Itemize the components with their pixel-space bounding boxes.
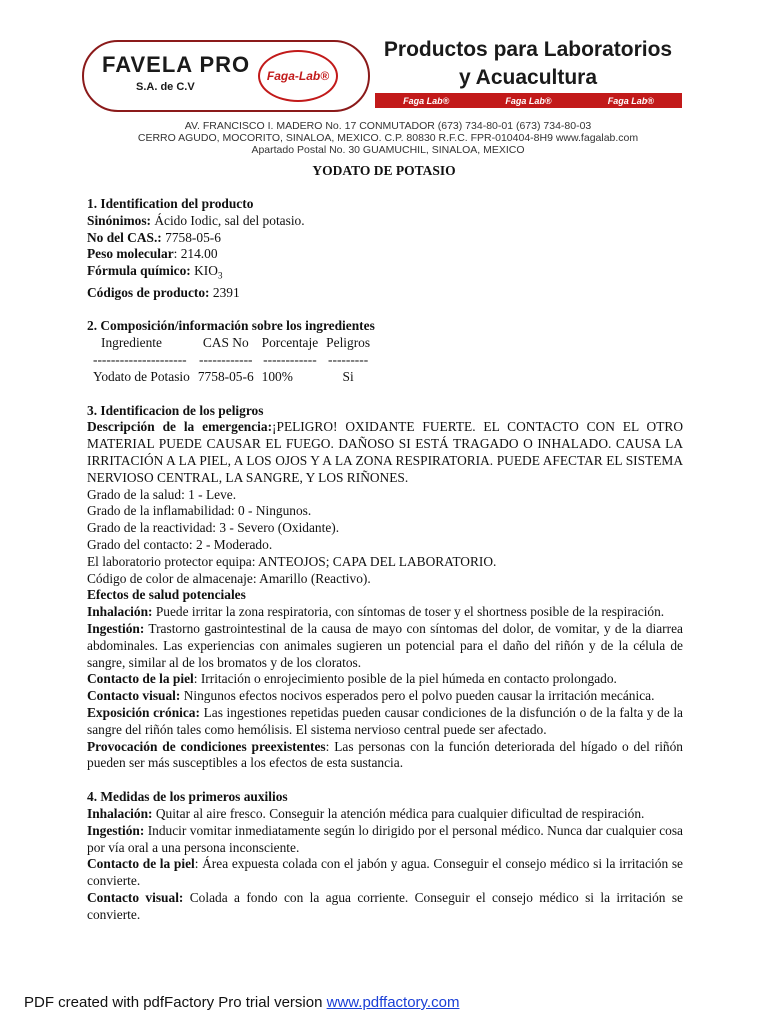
document-body	[87, 196, 683, 924]
field-label: Sinónimos:	[87, 212, 151, 228]
field-label: No del CAS.:	[87, 229, 162, 245]
field-label: Inhalación:	[87, 604, 153, 620]
field-value: KIO	[190, 263, 218, 279]
table-divider: ------------	[263, 352, 317, 368]
brand-name: FAVELA PRO	[102, 52, 251, 77]
table-cell: Yodato de Potasio	[93, 368, 190, 384]
field-label: Exposición crónica:	[87, 704, 200, 720]
company-address	[88, 120, 688, 156]
field-value: : Área expuesta colada con el jabón y agua. Conseguir el consejo médico si la irritación se convierte.	[87, 856, 683, 889]
table-header: Peligros	[326, 335, 371, 351]
faga-lab-text: Faga-Lab®	[266, 69, 330, 83]
field-label: Ingestión:	[87, 621, 145, 636]
hazard-line: Grado de la salud: 1 - Leve.	[87, 486, 237, 502]
field-label: Contacto de la piel	[87, 671, 194, 687]
address-line: Apartado Postal No. 30 GUAMUCHIL, SINALOA, MEXICO	[251, 144, 525, 156]
field-value: Quitar al aire fresco. Conseguir la atención médica para cualquier dificultad de respiración.	[152, 805, 645, 821]
field-value: 7758-05-6	[161, 229, 221, 245]
field-label: Contacto visual:	[87, 889, 184, 905]
formula-subscript: 3	[217, 270, 223, 281]
field-label: Peso molecular	[87, 246, 174, 262]
hazard-line: Grado del contacto: 2 - Moderado.	[87, 537, 273, 553]
faga-lab-logo	[258, 50, 338, 102]
pdf-footer	[24, 994, 459, 1011]
section-heading: 3. Identificacion de los peligros	[87, 402, 264, 418]
table-cell: 7758-05-6	[197, 368, 254, 384]
field-value: Trastorno gastrointestinal de la causa de mayo con síntomas del dolor, de vomitar, y de la diarrea abdominales. Las experiencias con animales sugieren un potencial para el daño del riñón y de la célula de sangre, similar al de los bromatos y de los cloratos.	[87, 621, 683, 670]
composition-table	[93, 335, 378, 385]
field-value: Ácido Iodic, sal del potasio.	[151, 212, 305, 228]
field-label: Inhalación:	[87, 805, 153, 821]
table-cell: Si	[342, 368, 354, 384]
document-title: YODATO DE POTASIO	[312, 163, 456, 178]
table-cell: 100%	[261, 368, 293, 384]
field-label: Contacto de la piel	[87, 856, 195, 872]
table-divider: ---------	[328, 352, 369, 368]
table-divider: ------------	[199, 352, 253, 368]
header-title-line1: Productos para Laboratorios	[383, 38, 673, 61]
table-header: Porcentaje	[261, 335, 319, 351]
field-value: Las ingestiones repetidas pueden causar condiciones de la disfunción o de la falta y de la sangre del riñón tales como hemólisis. El sistema nervioso central puede ser afectado.	[87, 704, 684, 737]
field-value: 2391	[209, 284, 240, 300]
table-header: Ingrediente	[101, 335, 162, 351]
footer-text: PDF created with pdfFactory Pro trial version	[24, 994, 327, 1011]
address-line: AV. FRANCISCO I. MADERO No. 17 CONMUTADOR (673) 734-80-01 (673) 734-80-03	[184, 120, 592, 132]
hazard-line: Grado de la inflamabilidad: 0 - Ningunos.	[87, 503, 312, 519]
field-label: Códigos de producto:	[87, 284, 210, 300]
field-label: Provocación de condiciones preexistentes	[87, 738, 326, 754]
brand-bar	[375, 93, 682, 108]
table-divider-row	[93, 352, 378, 369]
brand-subtitle: S.A. de C.V	[136, 81, 195, 93]
brand-bar-item: Faga Lab®	[505, 95, 552, 106]
header-title	[372, 36, 684, 92]
table-header-row	[93, 335, 378, 352]
table-header: CAS No	[202, 335, 249, 351]
section-heading: 2. Composición/información sobre los ingredientes	[87, 318, 375, 334]
field-value: Colada a fondo con la agua corriente. Conseguir el consejo médico si la irritación se convierte.	[87, 889, 683, 922]
field-value: Ningunos efectos nocivos esperados pero el polvo pueden causar la irritación mecánica.	[180, 688, 655, 704]
table-row	[93, 369, 378, 386]
section-heading: 4. Medidas de los primeros auxilios	[87, 789, 288, 805]
field-value: : 214.00	[173, 246, 218, 262]
table-divider: ---------------------	[93, 352, 187, 368]
field-label: Contacto visual:	[87, 688, 181, 704]
header-title-line2: y Acuacultura	[458, 66, 598, 89]
field-value: ¡PELIGRO! OXIDANTE FUERTE. EL CONTACTO CON EL OTRO MATERIAL PUEDE CAUSAR EL FUEGO. DAÑOSO SI ESTÁ TRAGADO O INHALADO. CAUSA LA IRRITACIÓN A LA PIEL, A LOS OJOS Y A LA ZONA RESPIRATORIA. PUEDE AFECTAR EL SISTEMA NERVIOSO CENTRAL, LA SANGRE, Y LOS RIÑONES.	[87, 419, 683, 485]
hazard-line: Código de color de almacenaje: Amarillo (Reactivo).	[87, 570, 371, 586]
field-value: Inducir vomitar inmediatamente según lo dirigido por el personal médico. Nunca dar cualquier cosa por vía oral a una persona inconsciente.	[87, 822, 683, 855]
field-label: Descripción de la emergencia:	[87, 419, 273, 435]
field-value: Puede irritar la zona respiratoria, con síntomas de toser y el shortness posible de la respiración.	[152, 604, 665, 620]
section-heading: 1. Identification del producto	[87, 196, 254, 211]
field-label: Ingestión:	[87, 822, 145, 838]
brand-bar-item: Faga Lab®	[403, 95, 450, 106]
brand-bar-item: Faga Lab®	[607, 95, 654, 106]
field-value: : Las personas con la función deteriorada del hígado o del riñón pueden ser más susceptibles a los efectos de esta sustancia.	[87, 738, 683, 771]
field-label: Fórmula químico:	[87, 263, 191, 279]
address-line: CERRO AGUDO, MOCORITO, SINALOA, MEXICO. C.P. 80830 R.F.C. FPR-010404-8H9 www.fagalab.com	[137, 132, 639, 144]
footer-link[interactable]: www.pdffactory.com	[326, 994, 460, 1011]
subsection-heading: Efectos de salud potenciales	[87, 587, 246, 603]
hazard-line: El laboratorio protector equipa: ANTEOJOS; CAPA DEL LABORATORIO.	[87, 553, 497, 569]
hazard-line: Grado de la reactividad: 3 - Severo (Oxidante).	[87, 520, 340, 536]
field-value: : Irritación o enrojecimiento posible de la piel húmeda en contacto prolongado.	[193, 671, 617, 687]
